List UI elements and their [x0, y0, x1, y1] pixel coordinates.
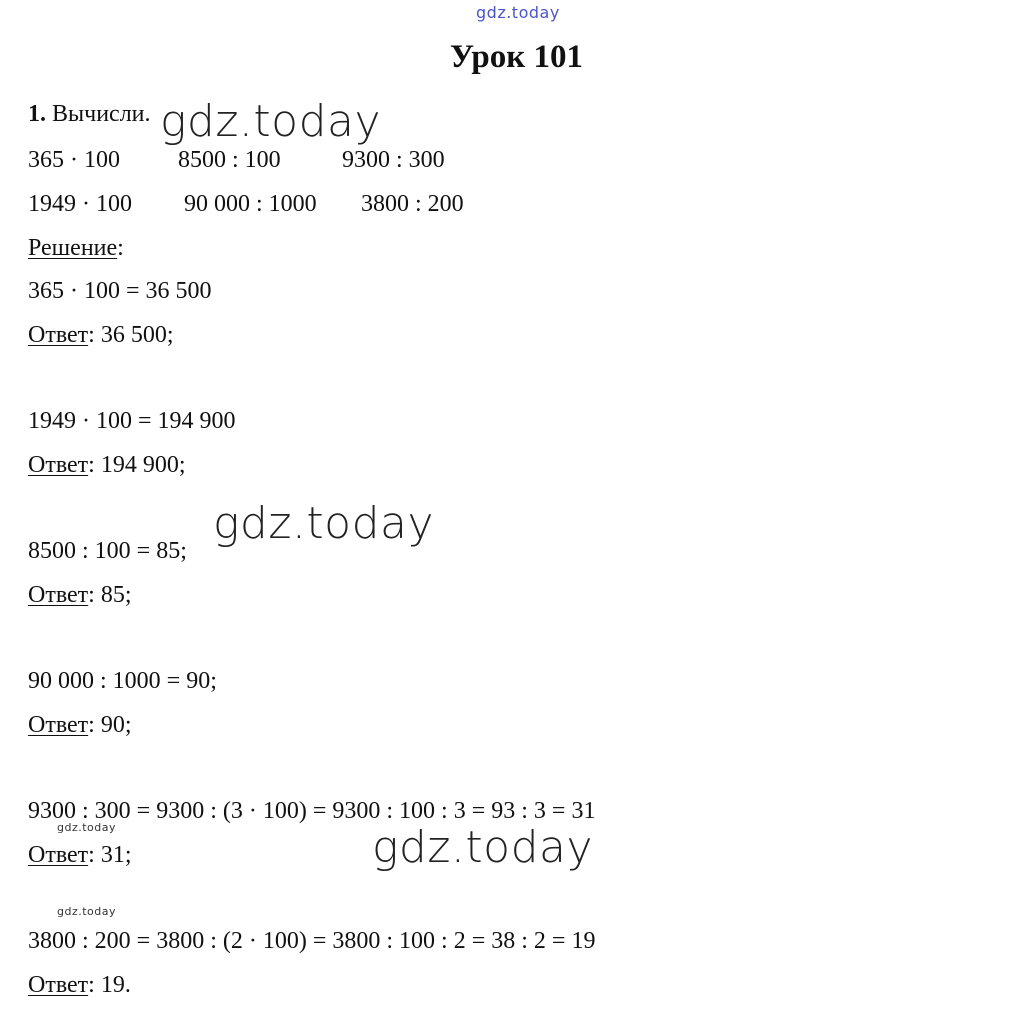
page-title: Урок 101: [449, 39, 584, 75]
watermark-large: gdz.today: [372, 822, 594, 873]
answer-label: Ответ: [28, 972, 89, 998]
watermark-top: gdz.today: [476, 3, 560, 22]
task-instruction: Вычисли.: [52, 101, 151, 127]
solution-expression: 9300 : 300 = 9300 : (3 · 100) = 9300 : 100 : 3 = 93 : 3 = 31: [28, 798, 596, 824]
exercise-item: 365 · 100: [28, 147, 120, 173]
solution-expression: 365 · 100 = 36 500: [28, 278, 212, 304]
watermark-small: gdz.today: [57, 821, 117, 834]
answer-label: Ответ: [28, 452, 89, 478]
solution-expression: 8500 : 100 = 85;: [28, 538, 187, 564]
answer-value: : 19.: [88, 972, 131, 998]
watermark-large: gdz.today: [213, 498, 435, 549]
task-number: 1.: [28, 101, 46, 127]
watermark-small: gdz.today: [57, 905, 117, 918]
exercise-item: 9300 : 300: [342, 147, 445, 173]
answer-label: Ответ: [28, 712, 89, 738]
answer-label: Ответ: [28, 842, 89, 868]
solution-label: Решение: [28, 235, 118, 261]
answer-line: [28, 321, 174, 349]
answer-value: : 31;: [88, 842, 132, 868]
answer-value: : 90;: [88, 712, 132, 738]
solution-expression: 1949 · 100 = 194 900: [28, 408, 236, 434]
solution-expression: 3800 : 200 = 3800 : (2 · 100) = 3800 : 100 : 2 = 38 : 2 = 19: [28, 928, 596, 954]
task-heading: [28, 100, 151, 128]
answer-line: [28, 581, 132, 609]
exercise-item: 90 000 : 1000: [184, 191, 317, 217]
answer-value: : 36 500;: [88, 322, 174, 348]
answer-label: Ответ: [28, 322, 89, 348]
exercise-item: 8500 : 100: [178, 147, 281, 173]
solution-heading: [28, 234, 124, 262]
watermark-large: gdz.today: [160, 96, 382, 147]
solution-expression: 90 000 : 1000 = 90;: [28, 668, 217, 694]
answer-line: [28, 971, 131, 999]
answer-line: [28, 451, 186, 479]
answer-value: : 85;: [88, 582, 132, 608]
exercise-item: 1949 · 100: [28, 191, 132, 217]
exercise-item: 3800 : 200: [361, 191, 464, 217]
answer-line: [28, 841, 132, 869]
solution-colon: :: [117, 235, 124, 261]
answer-line: [28, 711, 132, 739]
answer-value: : 194 900;: [88, 452, 186, 478]
answer-label: Ответ: [28, 582, 89, 608]
